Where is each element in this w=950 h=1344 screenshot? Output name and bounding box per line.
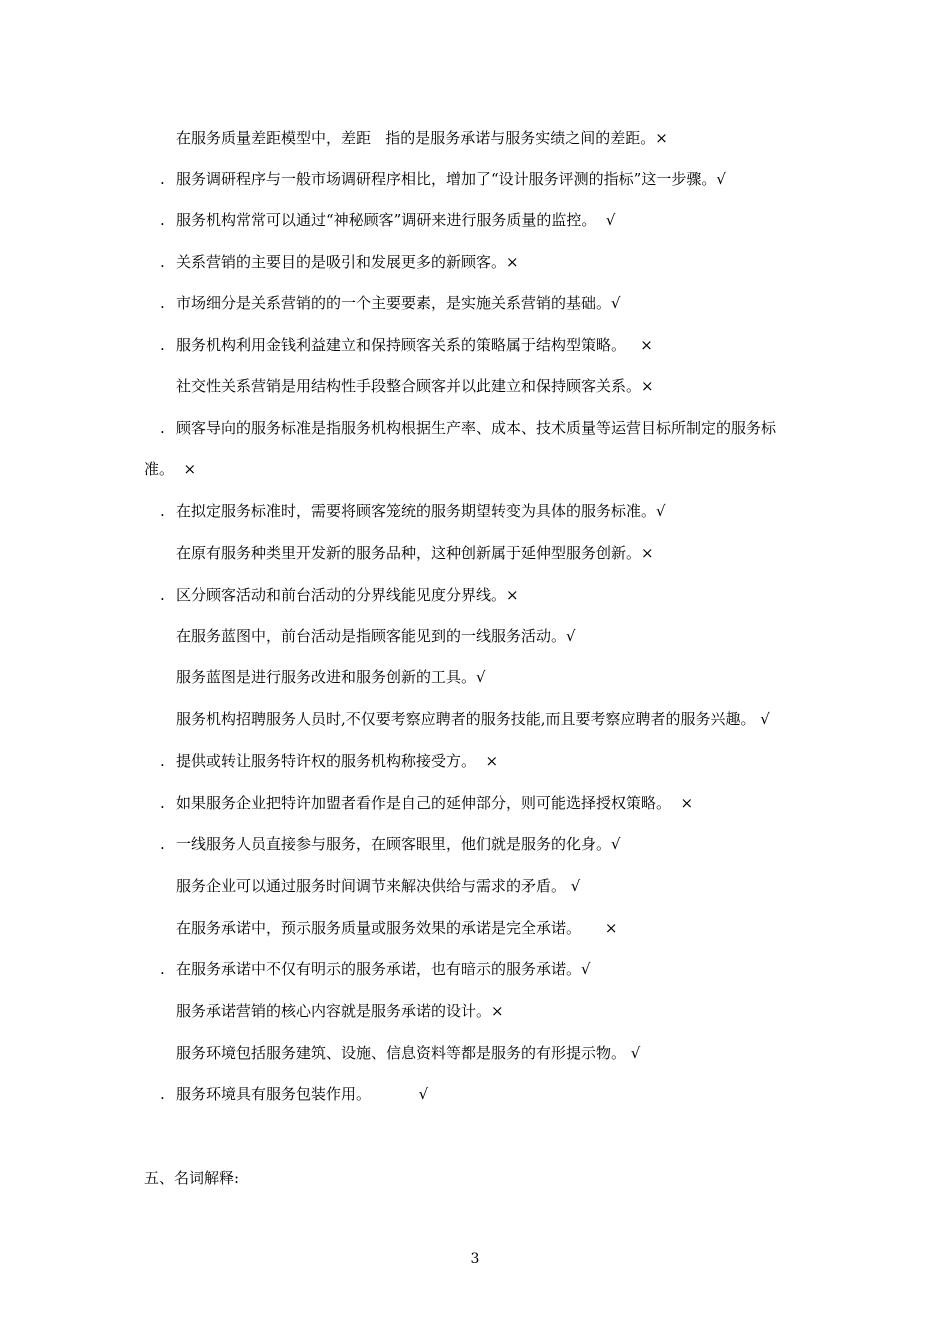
item-bullet: . — [160, 419, 165, 437]
list-item: 服务机构利用金钱利益建立和保持顾客关系的策略属于结构型策略。 × — [176, 336, 653, 354]
item-bullet: . — [160, 253, 165, 271]
item-bullet: . — [160, 1085, 165, 1103]
item-bullet: . — [160, 502, 165, 520]
item-bullet: . — [160, 794, 165, 812]
list-item: 市场细分是关系营销的的一个主要要素，是实施关系营销的基础。√ — [176, 294, 621, 312]
list-item: 在拟定服务标准时，需要将顾客笼统的服务期望转变为具体的服务标准。√ — [176, 502, 666, 520]
list-item: 服务环境包括服务建筑、设施、信息资料等都是服务的有形提示物。 √ — [176, 1044, 641, 1062]
item-bullet: . — [160, 960, 165, 978]
list-item: 提供或转让服务特许权的服务机构称接受方。 × — [176, 752, 499, 770]
list-item: 在服务承诺中不仅有明示的服务承诺，也有暗示的服务承诺。√ — [176, 960, 591, 978]
list-item: 在原有服务种类里开发新的服务品种，这种创新属于延伸型服务创新。× — [176, 544, 654, 562]
item-bullet: . — [160, 211, 165, 229]
list-item: 顾客导向的服务标准是指服务机构根据生产率、成本、技术质量等运营目标所制定的服务标 — [176, 419, 777, 437]
section-heading: 五、名词解释: — [144, 1169, 240, 1187]
page-number: 3 — [470, 1251, 480, 1267]
item-continuation-line: 准。 × — [144, 460, 197, 478]
list-item: 如果服务企业把特许加盟者看作是自己的延伸部分，则可能选择授权策略。 × — [176, 794, 694, 812]
item-bullet: . — [160, 586, 165, 604]
item-bullet: . — [160, 336, 165, 354]
list-item: 一线服务人员直接参与服务，在顾客眼里，他们就是服务的化身。√ — [176, 835, 621, 853]
list-item: 社交性关系营销是用结构性手段整合顾客并以此建立和保持顾客关系。× — [176, 377, 654, 395]
list-item: 服务调研程序与一般市场调研程序相比，增加了“设计服务评测的指标”这一步骤。√ — [176, 170, 726, 188]
list-item: 区分顾客活动和前台活动的分界线能见度分界线。× — [176, 586, 519, 604]
list-item: 关系营销的主要目的是吸引和发展更多的新顾客。× — [176, 253, 519, 271]
list-item: 服务机构招聘服务人员时,不仅要考察应聘者的服务技能,而且要考察应聘者的服务兴趣。 √ — [176, 710, 770, 728]
item-bullet: . — [160, 752, 165, 770]
list-item: 在服务蓝图中，前台活动是指顾客能见到的一线服务活动。√ — [176, 627, 576, 645]
list-item: 服务机构常常可以通过“神秘顾客”调研来进行服务质量的监控。 √ — [176, 211, 616, 229]
list-item: 服务企业可以通过服务时间调节来解决供给与需求的矛盾。 √ — [176, 877, 581, 895]
list-item: 在服务质量差距模型中，差距 指的是服务承诺与服务实绩之间的差距。× — [176, 129, 668, 147]
list-item: 服务承诺营销的核心内容就是服务承诺的设计。× — [176, 1002, 504, 1020]
list-item: 在服务承诺中，预示服务质量或服务效果的承诺是完全承诺。 × — [176, 919, 618, 937]
item-bullet: . — [160, 170, 165, 188]
item-bullet: . — [160, 294, 165, 312]
item-bullet: . — [160, 835, 165, 853]
list-item: 服务环境具有服务包装作用。 √ — [176, 1085, 429, 1103]
list-item: 服务蓝图是进行服务改进和服务创新的工具。√ — [176, 668, 486, 686]
